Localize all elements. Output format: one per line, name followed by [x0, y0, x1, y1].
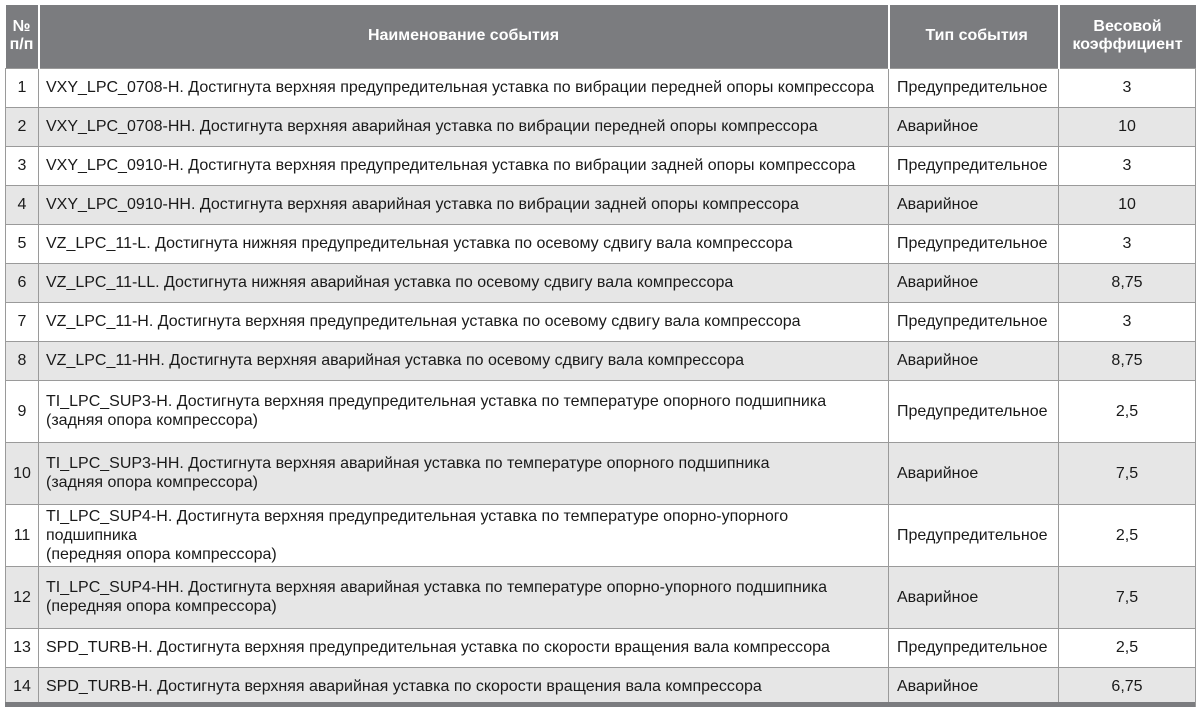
row-number: 10	[6, 442, 39, 504]
table-row	[6, 667, 1196, 706]
event-name	[39, 442, 889, 504]
event-name	[39, 566, 889, 628]
event-type: Аварийное	[889, 667, 1059, 706]
event-name-line2: (задняя опора компрессора)	[46, 474, 258, 491]
event-name-line: VZ_LPC_11-H. Достигнута верхняя предупредительная уставка по осевому сдвигу вала компрессора	[46, 313, 801, 330]
table-row	[6, 68, 1196, 107]
table-row	[6, 146, 1196, 185]
event-name-line: TI_LPC_SUP3-H. Достигнута верхняя предупредительная уставка по температуре опорного подшипника	[46, 393, 827, 410]
event-type: Предупредительное	[889, 146, 1059, 185]
event-name-line: VZ_LPC_11-L. Достигнута нижняя предупредительная уставка по осевому сдвигу вала компрессора	[46, 235, 793, 252]
event-type: Аварийное	[889, 107, 1059, 146]
event-type: Предупредительное	[889, 504, 1059, 566]
header-row	[6, 5, 1196, 68]
row-number: 7	[6, 302, 39, 341]
event-name-line: TI_LPC_SUP4-HH. Достигнута верхняя аварийная уставка по температуре опорно-упорного подшипника	[46, 579, 828, 596]
event-name-line: SPD_TURB-H. Достигнута верхняя аварийная уставка по скорости вращения вала компрессора	[46, 678, 762, 695]
weight-coefficient: 3	[1059, 68, 1196, 107]
event-name	[39, 667, 889, 706]
event-name	[39, 146, 889, 185]
table-row	[6, 442, 1196, 504]
weight-coefficient: 6,75	[1059, 667, 1196, 706]
event-name-line2: (передняя опора компрессора)	[46, 545, 277, 563]
event-name	[39, 185, 889, 224]
event-name-line: VXY_LPC_0910-H. Достигнута верхняя предупредительная уставка по вибрации задней опоры компрессора	[46, 157, 856, 174]
weight-coefficient: 7,5	[1059, 566, 1196, 628]
weight-coefficient: 3	[1059, 224, 1196, 263]
event-name-line: SPD_TURB-H. Достигнута верхняя предупредительная уставка по скорости вращения вала компрессора	[46, 639, 830, 656]
table-row	[6, 380, 1196, 442]
event-type: Аварийное	[889, 442, 1059, 504]
table-row	[6, 263, 1196, 302]
row-number: 14	[6, 667, 39, 706]
weight-coefficient: 2,5	[1059, 504, 1196, 566]
event-name	[39, 628, 889, 667]
event-name-line: TI_LPC_SUP3-HH. Достигнута верхняя аварийная уставка по температуре опорного подшипника	[46, 455, 770, 472]
header-num	[6, 5, 39, 68]
header-name: Наименование события	[39, 5, 889, 68]
row-number: 11	[6, 504, 39, 566]
row-number: 12	[6, 566, 39, 628]
row-number: 6	[6, 263, 39, 302]
header-type: Тип события	[889, 5, 1059, 68]
event-type: Аварийное	[889, 341, 1059, 380]
table-row	[6, 107, 1196, 146]
table-row	[6, 504, 1196, 566]
events-table	[5, 5, 1196, 707]
event-type: Аварийное	[889, 263, 1059, 302]
event-type: Предупредительное	[889, 224, 1059, 263]
weight-coefficient: 10	[1059, 185, 1196, 224]
event-type: Предупредительное	[889, 380, 1059, 442]
event-name	[39, 504, 889, 566]
row-number: 3	[6, 146, 39, 185]
weight-coefficient: 3	[1059, 302, 1196, 341]
row-number: 2	[6, 107, 39, 146]
row-number: 13	[6, 628, 39, 667]
event-type: Аварийное	[889, 185, 1059, 224]
event-name-line2: (передняя опора компрессора)	[46, 598, 277, 615]
weight-coefficient: 10	[1059, 107, 1196, 146]
event-name	[39, 224, 889, 263]
weight-coefficient: 7,5	[1059, 442, 1196, 504]
header-weight	[1059, 5, 1196, 68]
table-row	[6, 302, 1196, 341]
event-name-line: TI_LPC_SUP4-H. Достигнута верхняя предупредительная уставка по температуре опорно-упорного подшипника	[46, 507, 789, 544]
event-name	[39, 380, 889, 442]
event-name-line: VXY_LPC_0708-HH. Достигнута верхняя аварийная уставка по вибрации передней опоры компрессора	[46, 118, 818, 135]
event-type: Предупредительное	[889, 302, 1059, 341]
weight-coefficient: 2,5	[1059, 380, 1196, 442]
row-number: 5	[6, 224, 39, 263]
event-name-line: VZ_LPC_11-HH. Достигнута верхняя аварийная уставка по осевому сдвигу вала компрессора	[46, 352, 745, 369]
table-bottom-border	[5, 702, 1195, 707]
event-name	[39, 68, 889, 107]
header-weight-line2: коэффициент	[1072, 36, 1183, 54]
table-row	[6, 628, 1196, 667]
row-number: 9	[6, 380, 39, 442]
event-name	[39, 341, 889, 380]
weight-coefficient: 8,75	[1059, 341, 1196, 380]
event-name-line: VZ_LPC_11-LL. Достигнута нижняя аварийная уставка по осевому сдвигу вала компрессора	[46, 274, 734, 291]
event-name-line: VXY_LPC_0708-H. Достигнута верхняя предупредительная уставка по вибрации передней опоры компрессора	[46, 79, 875, 96]
event-type: Предупредительное	[889, 628, 1059, 667]
event-name	[39, 302, 889, 341]
event-type: Предупредительное	[889, 68, 1059, 107]
event-name-line2: (задняя опора компрессора)	[46, 412, 258, 429]
table-row	[6, 566, 1196, 628]
event-type: Аварийное	[889, 566, 1059, 628]
row-number: 8	[6, 341, 39, 380]
event-name	[39, 263, 889, 302]
weight-coefficient: 3	[1059, 146, 1196, 185]
row-number: 1	[6, 68, 39, 107]
table-header	[6, 5, 1196, 68]
table-body	[6, 68, 1196, 706]
header-num-line1: №	[12, 18, 31, 36]
header-num-line2: п/п	[9, 36, 34, 54]
weight-coefficient: 8,75	[1059, 263, 1196, 302]
event-name-line: VXY_LPC_0910-HH. Достигнута верхняя аварийная уставка по вибрации задней опоры компрессора	[46, 196, 799, 213]
header-weight-line1: Весовой	[1093, 18, 1162, 36]
weight-coefficient: 2,5	[1059, 628, 1196, 667]
row-number: 4	[6, 185, 39, 224]
event-name	[39, 107, 889, 146]
table-row	[6, 185, 1196, 224]
table-row	[6, 224, 1196, 263]
table-row	[6, 341, 1196, 380]
